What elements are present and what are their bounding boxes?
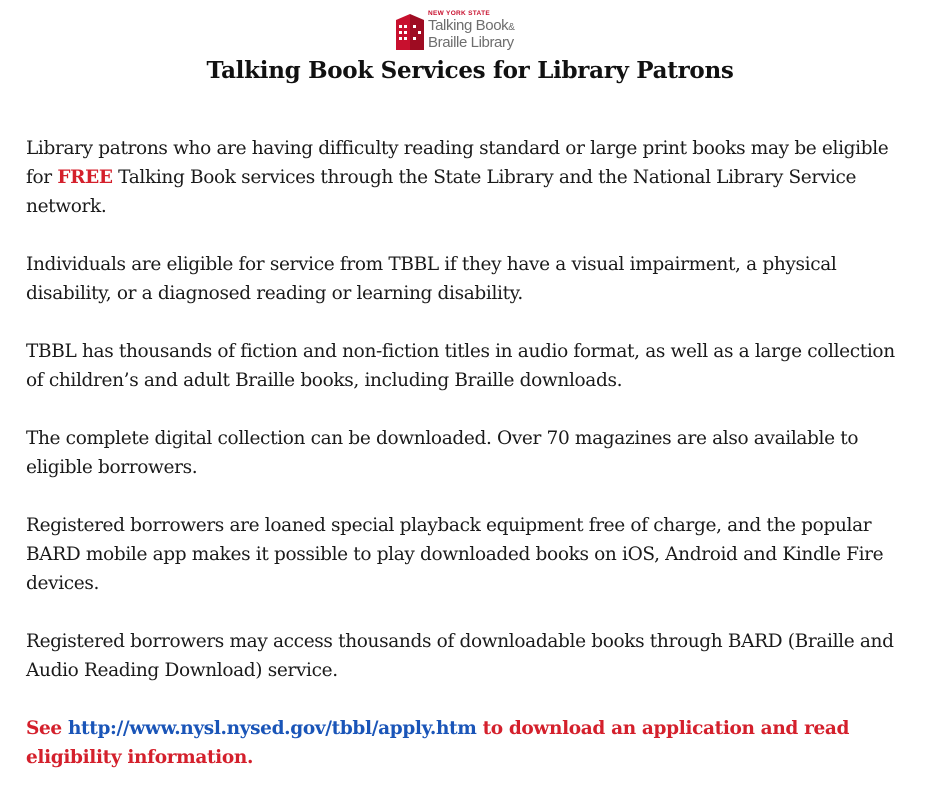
book-logo-icon — [396, 14, 424, 50]
cta-before: See — [26, 718, 68, 739]
logo-line-2: Braille Library — [428, 34, 514, 51]
page-title: Talking Book Services for Library Patrons — [206, 57, 734, 84]
paragraph-digital-collection: The complete digital collection can be downloaded. Over 70 magazines are also available to eligible borrowers. — [26, 428, 859, 478]
paragraph-free-services-after: Talking Book services through the State Library and the National Library Service network. — [26, 167, 857, 217]
paragraph-bard-service: Registered borrowers may access thousands of downloadable books through BARD (Braille and Audio Reading Download) service. — [26, 631, 894, 681]
paragraph-collection: TBBL has thousands of fiction and non-fiction titles in audio format, as well as a large collection of children’s and adult Braille books, including Braille downloads. — [26, 341, 895, 391]
logo-line-1 — [428, 18, 515, 35]
paragraph-eligibility: Individuals are eligible for service from TBBL if they have a visual impairment, a physical disability, or a diagnosed reading or learning disability. — [26, 254, 837, 304]
paragraph-free-services — [26, 134, 916, 221]
logo-ampersand: & — [508, 22, 515, 33]
logo-text — [428, 10, 515, 50]
page-content — [26, 134, 916, 772]
call-to-action — [26, 714, 916, 772]
paragraph-playback-equipment: Registered borrowers are loaned special playback equipment free of charge, and the popular BARD mobile app makes it possible to play downloaded books on iOS, Android and Kindle Fire devices. — [26, 515, 884, 594]
free-highlight: FREE — [57, 167, 113, 188]
logo-line-1-text: Talking Book — [428, 17, 509, 34]
cta-after: to download an application and read eligibility information. — [26, 718, 850, 768]
apply-link[interactable]: http://www.nysl.nysed.gov/tbbl/apply.htm — [67, 718, 477, 739]
logo-state: NEW YORK STATE — [428, 10, 490, 17]
paragraph-free-services-before: Library patrons who are having difficulty reading standard or large print books may be eligible for — [26, 138, 889, 188]
logo — [396, 10, 546, 54]
